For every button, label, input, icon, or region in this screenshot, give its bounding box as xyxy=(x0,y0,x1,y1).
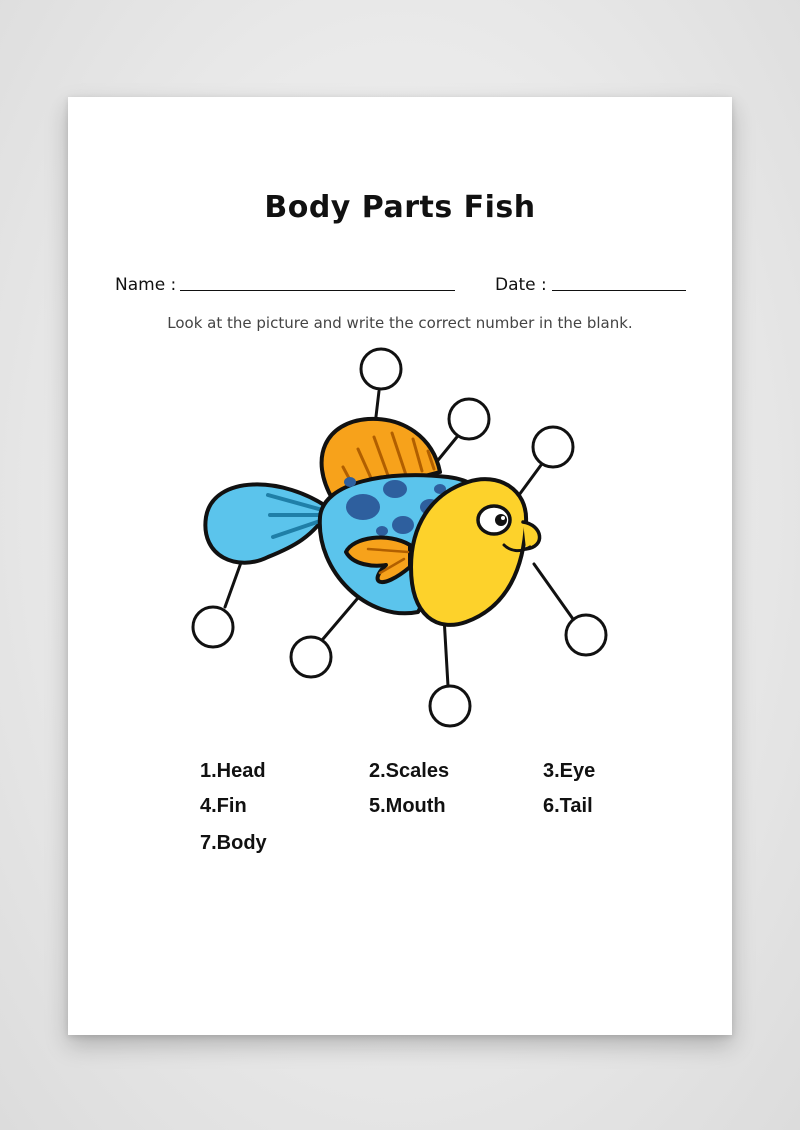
name-label: Name : xyxy=(115,275,177,295)
answer-circle[interactable] xyxy=(430,686,470,726)
answer-circle[interactable] xyxy=(449,399,489,439)
answer-circle[interactable] xyxy=(533,427,573,467)
word-bank-item-tail: 6.Tail xyxy=(543,795,593,817)
fish-diagram xyxy=(68,97,732,1035)
word-bank-item-eye: 3.Eye xyxy=(543,760,596,782)
leader-line xyxy=(323,592,363,639)
answer-circle[interactable] xyxy=(291,637,331,677)
answer-circle[interactable] xyxy=(193,607,233,647)
leader-line xyxy=(534,564,573,619)
word-bank-item-body: 7.Body xyxy=(200,832,267,854)
worksheet-title: Body Parts Fish xyxy=(264,190,536,225)
word-bank-item-head: 1.Head xyxy=(200,760,266,782)
answer-circle[interactable] xyxy=(566,615,606,655)
answer-circle[interactable] xyxy=(361,349,401,389)
fish-tail xyxy=(205,484,330,562)
word-bank-item-scales: 2.Scales xyxy=(369,760,450,782)
word-bank-item-fin: 4.Fin xyxy=(200,795,247,817)
instruction-text: Look at the picture and write the correct number in the blank. xyxy=(167,314,633,332)
word-bank-item-mouth: 5.Mouth xyxy=(369,795,446,817)
worksheet-page xyxy=(68,97,732,1035)
date-label: Date : xyxy=(495,275,547,295)
